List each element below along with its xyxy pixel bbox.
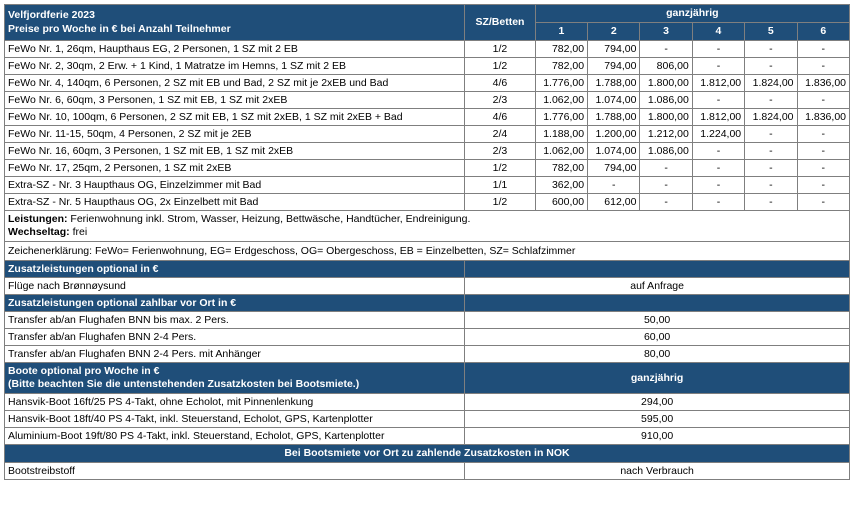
- persons-header: 3: [640, 23, 692, 41]
- price-cell: 1.836,00: [797, 75, 850, 92]
- price-cell: 1.836,00: [797, 109, 850, 126]
- accommodation-row: [5, 126, 850, 143]
- services-text: Ferienwohnung inkl. Strom, Wasser, Heizung, Bettwäsche, Handtücher, Endreinigung.: [67, 213, 471, 225]
- boats-heading: [5, 363, 465, 394]
- persons-header: 4: [692, 23, 744, 41]
- price-cell: -: [797, 177, 850, 194]
- price-cell: 1.086,00: [640, 92, 692, 109]
- price-cell: 1.824,00: [745, 109, 797, 126]
- price-cell: 362,00: [535, 177, 587, 194]
- price-cell: 1.200,00: [588, 126, 640, 143]
- price-cell: -: [588, 177, 640, 194]
- price-cell: 1.224,00: [692, 126, 744, 143]
- price-cell: 1.824,00: [745, 75, 797, 92]
- onsite-item-name: Transfer ab/an Flughafen BNN 2-4 Pers.: [5, 329, 465, 346]
- sz-betten-value: 2/3: [465, 92, 535, 109]
- boat-cost-item-price: nach Verbrauch: [465, 463, 850, 480]
- price-cell: 1.074,00: [588, 143, 640, 160]
- boat-item-name: Hansvik-Boot 18ft/40 PS 4-Takt, inkl. Steuerstand, Echolot, GPS, Kartenplotter: [5, 411, 465, 428]
- price-cell: -: [797, 92, 850, 109]
- sz-betten-value: 2/3: [465, 143, 535, 160]
- price-cell: -: [745, 41, 797, 58]
- accommodation-row: [5, 143, 850, 160]
- price-cell: 600,00: [535, 194, 587, 211]
- accommodation-name: FeWo Nr. 1, 26qm, Haupthaus EG, 2 Personen, 1 SZ mit 2 EB: [5, 41, 465, 58]
- price-cell: -: [692, 41, 744, 58]
- sz-betten-value: 1/2: [465, 41, 535, 58]
- boats-season-header: ganzjährig: [465, 363, 850, 394]
- accommodation-name: FeWo Nr. 2, 30qm, 2 Erw. + 1 Kind, 1 Matratze im Hemns, 1 SZ mit 2 EB: [5, 58, 465, 75]
- persons-header: 6: [797, 23, 850, 41]
- onsite-heading-fill: [465, 295, 850, 312]
- legend-note: Zeichenerklärung: FeWo= Ferienwohnung, EG= Erdgeschoss, OG= Obergeschoss, EB = Einzelbetten, SZ= Schlafzimmer: [5, 242, 850, 261]
- accommodation-name: FeWo Nr. 11-15, 50qm, 4 Personen, 2 SZ mit je 2EB: [5, 126, 465, 143]
- price-cell: 782,00: [535, 160, 587, 177]
- price-cell: -: [640, 177, 692, 194]
- sz-betten-value: 1/2: [465, 160, 535, 177]
- boat-item-name: Aluminium-Boot 19ft/80 PS 4-Takt, inkl. Steuerstand, Echolot, GPS, Kartenplotter: [5, 428, 465, 445]
- sz-betten-value: 1/2: [465, 58, 535, 75]
- accommodation-row: [5, 160, 850, 177]
- season-header: ganzjährig: [535, 5, 849, 23]
- accommodation-name: FeWo Nr. 6, 60qm, 3 Personen, 1 SZ mit EB, 1 SZ mit 2xEB: [5, 92, 465, 109]
- price-cell: -: [640, 194, 692, 211]
- price-cell: -: [692, 143, 744, 160]
- changeover-label: Wechseltag:: [8, 226, 70, 238]
- extras-heading: Zusatzleistungen optional in €: [5, 261, 465, 278]
- price-cell: -: [692, 177, 744, 194]
- price-table: [4, 4, 850, 480]
- price-cell: -: [745, 177, 797, 194]
- accommodation-name: Extra-SZ - Nr. 5 Haupthaus OG, 2x Einzelbett mit Bad: [5, 194, 465, 211]
- price-cell: -: [692, 194, 744, 211]
- persons-header: 2: [588, 23, 640, 41]
- price-cell: 612,00: [588, 194, 640, 211]
- extras-heading-fill: [465, 261, 850, 278]
- price-cell: 1.800,00: [640, 75, 692, 92]
- accommodation-row: [5, 92, 850, 109]
- price-cell: -: [692, 92, 744, 109]
- price-cell: -: [745, 92, 797, 109]
- price-cell: -: [745, 143, 797, 160]
- price-cell: 1.212,00: [640, 126, 692, 143]
- boats-heading-line2: (Bitte beachten Sie die untenstehenden Zusatzkosten bei Bootsmiete.): [8, 378, 360, 390]
- boats-heading-line1: Boote optional pro Woche in €: [8, 365, 160, 377]
- page-title: Velfjordferie 2023: [8, 9, 95, 21]
- sz-betten-value: 4/6: [465, 75, 535, 92]
- price-cell: -: [797, 143, 850, 160]
- page-subtitle: Preise pro Woche in € bei Anzahl Teilnehmer: [8, 23, 231, 35]
- price-cell: 1.062,00: [535, 92, 587, 109]
- onsite-heading: Zusatzleistungen optional zahlbar vor Ort in €: [5, 295, 465, 312]
- onsite-item-price: 80,00: [465, 346, 850, 363]
- price-cell: 794,00: [588, 41, 640, 58]
- accommodation-row: [5, 177, 850, 194]
- boat-cost-item-name: Bootstreibstoff: [5, 463, 465, 480]
- boat-item-price: 595,00: [465, 411, 850, 428]
- price-cell: 1.776,00: [535, 109, 587, 126]
- accommodation-row: [5, 75, 850, 92]
- price-cell: 1.074,00: [588, 92, 640, 109]
- price-cell: 1.086,00: [640, 143, 692, 160]
- onsite-item-price: 50,00: [465, 312, 850, 329]
- price-cell: 1.788,00: [588, 109, 640, 126]
- persons-header: 1: [535, 23, 587, 41]
- extra-item-price: auf Anfrage: [465, 278, 850, 295]
- onsite-item-name: Transfer ab/an Flughafen BNN bis max. 2 Pers.: [5, 312, 465, 329]
- price-cell: -: [797, 160, 850, 177]
- onsite-item-name: Transfer ab/an Flughafen BNN 2-4 Pers. mit Anhänger: [5, 346, 465, 363]
- price-cell: -: [640, 160, 692, 177]
- sz-betten-value: 2/4: [465, 126, 535, 143]
- price-cell: 794,00: [588, 160, 640, 177]
- accommodation-name: Extra-SZ - Nr. 3 Haupthaus OG, Einzelzimmer mit Bad: [5, 177, 465, 194]
- services-label: Leistungen:: [8, 213, 68, 225]
- price-cell: 782,00: [535, 58, 587, 75]
- changeover-text: frei: [69, 226, 88, 238]
- onsite-item-price: 60,00: [465, 329, 850, 346]
- sz-betten-value: 1/1: [465, 177, 535, 194]
- price-cell: -: [692, 160, 744, 177]
- price-cell: 1.812,00: [692, 109, 744, 126]
- price-cell: -: [745, 160, 797, 177]
- price-cell: 782,00: [535, 41, 587, 58]
- price-cell: -: [797, 126, 850, 143]
- price-cell: 1.800,00: [640, 109, 692, 126]
- accommodation-name: FeWo Nr. 10, 100qm, 6 Personen, 2 SZ mit EB, 1 SZ mit 2xEB, 1 SZ mit 2xEB + Bad: [5, 109, 465, 126]
- accommodation-row: [5, 194, 850, 211]
- price-cell: -: [797, 41, 850, 58]
- header-title-cell: [5, 5, 465, 41]
- accommodation-row: [5, 58, 850, 75]
- sz-betten-value: 1/2: [465, 194, 535, 211]
- price-cell: -: [745, 126, 797, 143]
- extra-item-name: Flüge nach Brønnøysund: [5, 278, 465, 295]
- persons-header: 5: [745, 23, 797, 41]
- price-cell: 1.062,00: [535, 143, 587, 160]
- price-cell: -: [745, 194, 797, 211]
- boat-item-price: 294,00: [465, 394, 850, 411]
- price-cell: -: [745, 58, 797, 75]
- accommodation-name: FeWo Nr. 4, 140qm, 6 Personen, 2 SZ mit EB und Bad, 2 SZ mit je 2xEB und Bad: [5, 75, 465, 92]
- accommodation-name: FeWo Nr. 16, 60qm, 3 Personen, 1 SZ mit EB, 1 SZ mit 2xEB: [5, 143, 465, 160]
- price-cell: -: [797, 58, 850, 75]
- boat-item-name: Hansvik-Boot 16ft/25 PS 4-Takt, ohne Echolot, mit Pinnenlenkung: [5, 394, 465, 411]
- accommodation-name: FeWo Nr. 17, 25qm, 2 Personen, 1 SZ mit 2xEB: [5, 160, 465, 177]
- accommodation-row: [5, 41, 850, 58]
- sz-betten-header: SZ/Betten: [465, 5, 535, 41]
- price-cell: 1.776,00: [535, 75, 587, 92]
- price-cell: 806,00: [640, 58, 692, 75]
- boat-costs-heading: Bei Bootsmiete vor Ort zu zahlende Zusatzkosten in NOK: [5, 445, 850, 463]
- price-cell: -: [797, 194, 850, 211]
- price-cell: 794,00: [588, 58, 640, 75]
- price-cell: 1.188,00: [535, 126, 587, 143]
- services-note: [5, 211, 850, 242]
- price-cell: -: [640, 41, 692, 58]
- price-cell: -: [692, 58, 744, 75]
- price-cell: 1.788,00: [588, 75, 640, 92]
- accommodation-row: [5, 109, 850, 126]
- boat-item-price: 910,00: [465, 428, 850, 445]
- price-cell: 1.812,00: [692, 75, 744, 92]
- sz-betten-value: 4/6: [465, 109, 535, 126]
